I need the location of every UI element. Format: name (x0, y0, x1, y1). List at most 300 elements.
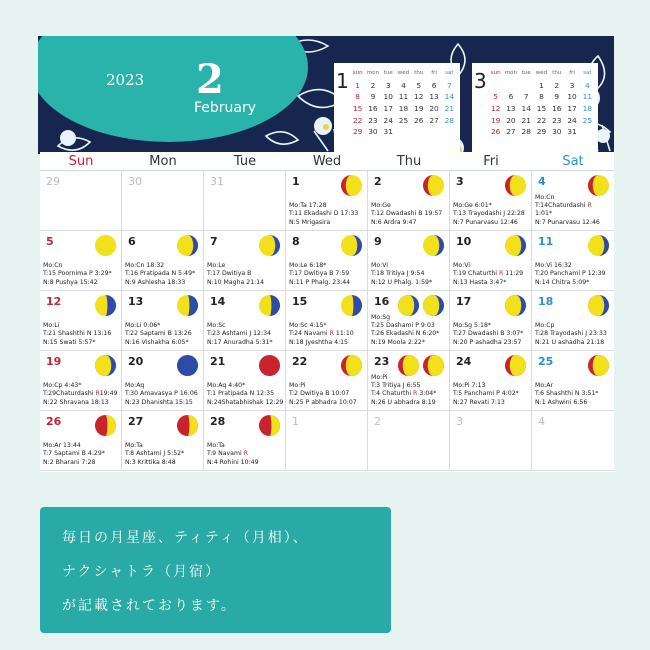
day-detail-line: Mo:Vi 16:32 (535, 262, 572, 270)
moon-phase-icon (422, 174, 445, 201)
day-number: 22 (292, 355, 308, 368)
day-detail-line: T:18 Tritiya J 9:54 (371, 270, 425, 278)
day-detail-line: Mo:Vi (453, 262, 471, 270)
mini-day: 4 (584, 80, 590, 90)
mini-calendar-january (334, 63, 460, 153)
day-detail-line: T:2 Dwitiya B 10:07 (289, 390, 350, 398)
weekday-sun: Sun (68, 154, 94, 169)
mini-weekday-label: thu (414, 70, 424, 76)
moon-phase-icons (587, 234, 610, 261)
day-details (371, 202, 442, 227)
moon-phase-icon (504, 354, 527, 381)
day-detail-line: Mo:Ge 6:01* (453, 202, 492, 210)
moon-phase-icons (94, 354, 117, 381)
day-detail-line: T:22 Saptami B 13:26 (125, 330, 192, 338)
mini-day: 24 (567, 115, 577, 125)
mini-day: 30 (552, 127, 562, 137)
day-detail-line: Mo:Vi (371, 262, 389, 270)
calendar-day[interactable] (122, 231, 204, 291)
mini-day: 18 (398, 104, 409, 114)
mini-day: 12 (490, 104, 501, 114)
moon-phase-icon (176, 234, 199, 261)
moon-phase-icon (587, 234, 610, 261)
calendar-day[interactable] (204, 411, 286, 471)
day-detail-line: N:16 Vishakha 6:05* (125, 338, 189, 346)
moon-phase-icons (587, 294, 610, 321)
day-detail-line: N:2 Bharani 7:28 (43, 458, 96, 466)
day-details (289, 322, 354, 347)
day-number: 16 (374, 295, 390, 308)
calendar-day[interactable] (368, 351, 450, 411)
mini-day (580, 126, 595, 138)
day-detail-line: Mo:Cp 4:43* (43, 382, 82, 390)
day-detail-line: Mo:Sc (207, 322, 226, 330)
moon-phase-icons (94, 294, 117, 321)
day-details (453, 382, 519, 407)
mini-weekday-label: thu (552, 70, 562, 76)
day-detail-line: N:13 Hasta 3:47* (453, 278, 507, 286)
day-detail-line: T:25 Dashami P 9:03 (371, 322, 435, 330)
mini-calendar-grid (350, 68, 457, 138)
day-detail-line: N:8 Pushya 15:42 (43, 278, 98, 286)
moon-phase-icon (340, 174, 363, 201)
moon-phase-icon (587, 354, 610, 381)
day-detail-line: N:3 Krittika 8:48 (125, 458, 176, 466)
calendar-day[interactable] (450, 171, 532, 231)
mini-day: 26 (490, 127, 501, 137)
mini-day: 13 (429, 92, 439, 102)
day-detail-line: N:22 Shravana 18:13 (43, 398, 109, 406)
calendar-day[interactable] (286, 411, 368, 471)
mini-day: 20 (429, 104, 439, 114)
mini-day: 21 (521, 115, 531, 125)
moon-phase-icon (94, 294, 117, 321)
moon-phase-icons (340, 354, 363, 381)
mini-day: 10 (383, 92, 393, 102)
mini-day: 22 (352, 115, 363, 125)
moon-phase-icon (94, 354, 117, 381)
day-number: 6 (128, 235, 136, 248)
mini-day (503, 80, 518, 92)
day-number: 2 (374, 175, 382, 188)
day-detail-line: Mo:Ta (125, 442, 143, 450)
day-details (43, 322, 111, 347)
mini-day: 17 (567, 104, 577, 114)
day-details (289, 382, 357, 407)
moon-phase-icons (258, 234, 281, 261)
calendar-day[interactable] (204, 231, 286, 291)
day-details (535, 194, 600, 227)
mini-weekday-label: tue (383, 70, 393, 76)
calendar-day[interactable] (368, 231, 450, 291)
mini-day: 20 (506, 115, 516, 125)
calendar-day[interactable] (286, 291, 368, 351)
month-number: 2 (196, 56, 224, 103)
mini-day: 27 (429, 115, 439, 125)
moon-phase-icons (422, 174, 445, 201)
day-details (453, 322, 523, 347)
moon-phase-icon (258, 234, 281, 261)
calendar-day[interactable] (122, 411, 204, 471)
day-number: 8 (292, 235, 300, 248)
moon-phase-icons (504, 174, 527, 201)
day-number: 13 (128, 295, 144, 308)
mini-day (426, 126, 441, 138)
mini-day: 12 (414, 92, 424, 102)
day-number: 1 (292, 175, 300, 188)
mini-day: 28 (521, 127, 531, 137)
day-number: 1 (292, 415, 299, 428)
mini-day: 25 (582, 115, 593, 125)
mini-day: 7 (446, 80, 452, 90)
day-detail-line: Mo:Sg 5:18* (453, 322, 492, 330)
day-detail-line: T:8 Ashtami J 5:52* (125, 450, 185, 458)
day-details (453, 202, 525, 227)
mini-day: 16 (368, 104, 378, 114)
mini-weekday-label: mon (366, 70, 380, 76)
mini-day: 9 (370, 92, 376, 102)
mini-day: 11 (398, 92, 409, 102)
day-detail-line: Mo:Li 0:06* (125, 322, 161, 330)
month-name: February (194, 100, 257, 116)
mini-day: 2 (554, 80, 560, 90)
day-detail-line: Mo:Pi (289, 382, 306, 390)
mini-day: 23 (552, 115, 562, 125)
mini-weekday-label: fri (431, 70, 437, 76)
mini-day: 1 (539, 80, 544, 90)
calendar-day[interactable] (368, 171, 450, 231)
moon-phase-icons (94, 234, 117, 261)
mini-day: 8 (355, 92, 360, 102)
day-detail-line: T:11 Ekadashi D 17:33 (289, 210, 359, 218)
day-number: 15 (292, 295, 308, 308)
mini-month-number: 1 (336, 69, 349, 93)
mini-weekday-label: sat (583, 70, 592, 76)
mini-day: 3 (385, 80, 391, 90)
mini-day: 29 (536, 127, 547, 137)
mini-day: 16 (552, 104, 562, 114)
calendar-day[interactable] (204, 351, 286, 411)
moon-phase-icon (176, 414, 199, 441)
moon-phase-icons (258, 414, 281, 441)
day-number: 4 (538, 415, 545, 428)
day-detail-line: Mo:Aq (125, 382, 145, 390)
mini-day: 31 (383, 127, 393, 137)
moon-phase-icon (176, 354, 199, 381)
day-details (371, 314, 439, 347)
calendar-day[interactable] (122, 351, 204, 411)
day-detail-line: T:21 Shashthi N 13:16 (43, 330, 112, 338)
calendar-day[interactable] (450, 291, 532, 351)
day-detail-line: Mo:Cn 18:32 (125, 262, 165, 270)
day-detail-line: Mo:Ar 13:44 (43, 442, 81, 450)
day-detail-line: Mo:Li (43, 322, 60, 330)
moon-phase-icon (258, 354, 281, 381)
day-number: 23 (374, 355, 390, 368)
day-detail-line: N:4 Rohini 10:49 (207, 458, 259, 466)
day-detail-line: N:15 Swati 5:57* (43, 338, 96, 346)
moon-phase-icon (422, 234, 445, 261)
moon-phase-icon (258, 294, 281, 321)
day-detail-line: N:19 Moola 2:22* (371, 338, 425, 346)
day-number: 4 (538, 175, 546, 188)
calendar-day[interactable] (286, 351, 368, 411)
calendar-day[interactable] (532, 231, 614, 291)
day-number: 25 (538, 355, 554, 368)
day-detail-line: Mo:Ar (535, 382, 553, 390)
day-details (125, 262, 195, 287)
day-number: 21 (210, 355, 226, 368)
calendar-day[interactable] (40, 171, 122, 231)
month-calendar (40, 152, 614, 472)
mini-day: 8 (539, 92, 544, 102)
caption-box (40, 507, 391, 633)
calendar-day[interactable] (122, 291, 204, 351)
mini-day: 24 (383, 115, 393, 125)
day-details (43, 262, 112, 287)
calendar-day[interactable] (368, 291, 450, 351)
moon-phase-icons (504, 234, 527, 261)
day-detail-line: T:1 Pratipada N 12:35 (207, 390, 275, 398)
day-details (535, 322, 607, 347)
moon-phase-icons (587, 354, 610, 381)
day-number: 7 (210, 235, 218, 248)
calendar-header (38, 36, 614, 154)
day-detail-line: Mo:Cn (535, 193, 555, 201)
moon-phase-icon (587, 294, 610, 321)
day-number: 27 (128, 415, 144, 428)
day-number: 29 (46, 175, 60, 188)
day-details (289, 262, 350, 287)
day-detail-line: N:1 Ashwini 6:56 (535, 398, 588, 406)
calendar-day[interactable] (532, 171, 614, 231)
mini-day: 6 (508, 92, 514, 102)
calendar-day[interactable] (450, 351, 532, 411)
day-number: 18 (538, 295, 554, 308)
weekday-tue: Tue (233, 154, 257, 169)
moon-phase-icon (94, 414, 117, 441)
day-detail-line: T:27 Dwadashi B 3:07* (453, 330, 524, 338)
calendar-day[interactable] (40, 231, 122, 291)
day-details (289, 202, 358, 227)
mini-day: 14 (521, 104, 531, 114)
day-detail-line: N:24Shatabhishak 12:29 (207, 398, 284, 406)
day-detail-line: Mo:Aq 4:40* (207, 382, 246, 390)
mini-day: 18 (582, 104, 593, 114)
calendar-day[interactable] (532, 351, 614, 411)
day-detail-line: Mo:Sc 4:15* (289, 322, 327, 330)
day-detail-line: N:5 Mrigasira (289, 218, 331, 226)
day-details (43, 442, 105, 467)
day-detail-line: Mo:Pi (371, 373, 388, 381)
calendar-day[interactable] (204, 171, 286, 231)
moon-phase-icons (340, 294, 363, 321)
day-details (125, 382, 198, 407)
day-detail-line: Mo:Le 6:18* (289, 262, 327, 270)
day-detail-line: T:5 Panchami P 4:02* (453, 390, 519, 398)
mini-day: 10 (567, 92, 577, 102)
mini-weekday-label: tue (521, 70, 531, 76)
calendar-day[interactable] (204, 291, 286, 351)
mini-day: 13 (506, 104, 516, 114)
calendar-days (40, 171, 614, 471)
weekday-mon: Mon (149, 154, 177, 169)
day-number: 9 (374, 235, 382, 248)
calendar-day[interactable] (122, 171, 204, 231)
mini-day: 14 (444, 92, 455, 102)
day-details (535, 262, 606, 287)
mini-day: 5 (416, 80, 422, 90)
moon-phase-icons (94, 414, 117, 441)
weekday-fri: Fri (483, 154, 499, 169)
day-detail-line: N:20 P ashadha 23:57 (453, 338, 522, 346)
day-detail-line: N:26 U abhadra 8:19 (371, 398, 436, 406)
mini-day: 19 (490, 115, 501, 125)
mini-weekday-label: wed (397, 70, 410, 76)
day-detail-line: Mo:Le (207, 262, 226, 270)
mini-day: 7 (523, 92, 529, 102)
day-detail-line: T:29Chaturdashi R19:49 (43, 390, 118, 398)
moon-phase-icons (340, 174, 363, 201)
mini-day (411, 126, 426, 138)
day-number: 2 (374, 415, 381, 428)
mini-day: 1 (355, 80, 360, 90)
calendar-day[interactable] (450, 411, 532, 471)
moon-phase-icon (504, 234, 527, 261)
moon-phase-icons (504, 294, 527, 321)
caption-line: が記載されております。 (62, 598, 237, 614)
day-number: 31 (210, 175, 224, 188)
day-detail-line: T:9 Navami R (207, 450, 248, 458)
day-number: 5 (46, 235, 54, 248)
mini-day: 25 (398, 115, 409, 125)
moon-phase-icon (340, 354, 363, 381)
mini-weekday-label: fri (569, 70, 575, 76)
day-detail-line: T:12 Dwadashi B 19:57 (371, 210, 443, 218)
weekday-wed: Wed (312, 154, 342, 169)
day-detail-line: Mo:Sg (371, 313, 391, 321)
day-number: 11 (538, 235, 554, 248)
moon-phase-icons (258, 294, 281, 321)
calendar-day[interactable] (532, 411, 614, 471)
mini-day: 22 (536, 115, 547, 125)
calendar-day[interactable] (286, 231, 368, 291)
day-detail-line: Mo:Ta 17:28 (289, 202, 327, 210)
day-detail-line: T:6 Shashthi N 3:51* (535, 390, 599, 398)
day-detail-line: T:30 Amavasya P 16:06 (125, 390, 198, 398)
moon-phase-icon (258, 414, 281, 441)
day-number: 3 (456, 175, 464, 188)
day-detail-line: T:17 Dwitiya B 7:59 (289, 270, 350, 278)
calendar-day[interactable] (368, 411, 450, 471)
day-detail-line: Mo:Cn (43, 262, 63, 270)
day-detail-line: T:15 Poornima P 3:29* (43, 270, 112, 278)
day-detail-line: 1:01* (535, 210, 552, 218)
calendar-day[interactable] (450, 231, 532, 291)
mini-day: 31 (567, 127, 577, 137)
day-detail-line: N:10 Magha 21:14 (207, 278, 265, 286)
day-detail-line: T:16 Pratipada N 5:49* (125, 270, 196, 278)
day-detail-line: T:14Chaturdashi R (535, 202, 592, 210)
day-detail-line: N:21 U ashadha 21:18 (535, 338, 605, 346)
mini-day: 17 (383, 104, 393, 114)
day-detail-line: N:12 U Phalg. 1:59* (371, 278, 433, 286)
calendar-day[interactable] (40, 291, 122, 351)
mini-day: 15 (536, 104, 547, 114)
mini-day: 27 (506, 127, 516, 137)
mini-day (442, 126, 457, 138)
day-number: 19 (46, 355, 62, 368)
day-number: 26 (46, 415, 62, 428)
day-detail-line: N:17 Anuradha 5:31* (207, 338, 273, 346)
day-details (207, 442, 259, 467)
mini-day (488, 80, 503, 92)
moon-phase-icon (176, 294, 199, 321)
day-detail-line: N:11 P Phalg. 23:44 (289, 278, 351, 286)
mini-day: 4 (401, 80, 406, 90)
day-number: 20 (128, 355, 144, 368)
calendar-day[interactable] (40, 351, 122, 411)
mini-day: 30 (368, 127, 378, 137)
mini-day: 26 (414, 115, 424, 125)
moon-phase-icons (340, 234, 363, 261)
mini-day: 19 (414, 104, 424, 114)
day-detail-line: N:7 Punarvasu 12:46 (535, 218, 600, 226)
weekday-sat: Sat (562, 154, 584, 169)
mini-calendar-grid (488, 68, 595, 138)
weekday-header (40, 152, 614, 171)
mini-day: 29 (352, 127, 363, 137)
moon-phase-icons (176, 234, 199, 261)
weekday-thu: Thu (396, 154, 422, 169)
mini-day: 9 (554, 92, 560, 102)
day-detail-line: T:3 Tritiya J 6:55 (371, 382, 421, 390)
calendar-day[interactable] (286, 171, 368, 231)
mini-day: 21 (444, 104, 455, 114)
moon-phase-icon (504, 174, 527, 201)
day-detail-line: T:17 Dwitiya B (207, 270, 252, 278)
day-details (371, 374, 436, 407)
day-detail-line: N:9 Ashlesha 18:33 (125, 278, 186, 286)
day-detail-line: Mo:Ta (207, 442, 225, 450)
day-detail-line: T:4 Chaturthi R 3:04* (371, 390, 437, 398)
day-number: 17 (456, 295, 472, 308)
day-detail-line: N:14 Chitra 5:09* (535, 278, 590, 286)
mini-day: 28 (444, 115, 455, 125)
mini-day (396, 126, 411, 138)
mini-weekday-label: sun (352, 70, 363, 76)
day-details (535, 382, 599, 407)
mini-day: 23 (368, 115, 378, 125)
day-detail-line: N:23 Dhanishta 15:15 (125, 398, 193, 406)
moon-phase-icons (422, 234, 445, 261)
day-number: 30 (128, 175, 142, 188)
moon-phase-icons (176, 414, 199, 441)
day-details (453, 262, 523, 287)
day-number: 28 (210, 415, 226, 428)
day-detail-line: T:7 Saptami B 4:29* (43, 450, 105, 458)
day-details (125, 442, 184, 467)
day-number: 14 (210, 295, 226, 308)
calendar-day[interactable] (532, 291, 614, 351)
day-detail-line: Mo:Pi 7:13 (453, 382, 486, 390)
day-detail-line: Mo:Cp (535, 322, 555, 330)
day-detail-line: T:20 Panchami P 12:39 (535, 270, 606, 278)
day-detail-line: T:26 Ekadashi N 6:20* (371, 330, 440, 338)
calendar-day[interactable] (40, 411, 122, 471)
mini-weekday-label: wed (535, 70, 548, 76)
day-detail-line: N:18 Jyeshtha 4:15 (289, 338, 348, 346)
